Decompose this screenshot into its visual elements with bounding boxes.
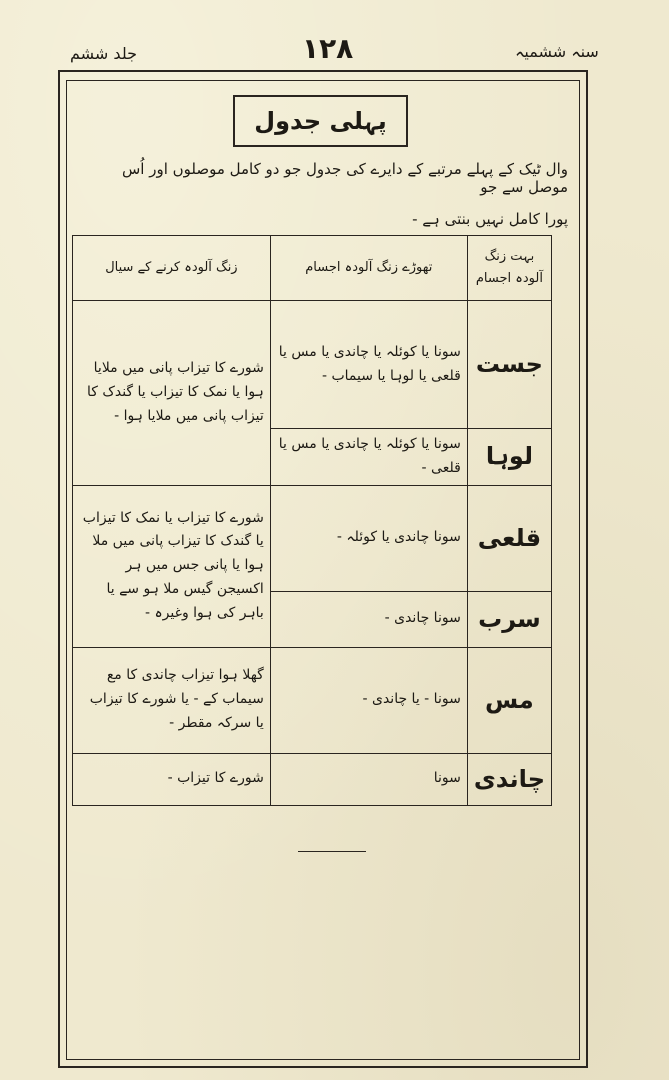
slightly-corroded-cell: سونا چاندی یا کوئلہ - (270, 485, 467, 591)
metal-name: قلعی (467, 485, 551, 591)
header-corroding-liquids: زنگ آلودہ کرنے کے سیال (73, 236, 271, 301)
table-row (73, 753, 552, 805)
corroding-liquid-cell: شورے کا تیزاب یا نمک کا تیزاب یا گندک کا تیزاب پانی میں ملا ہوا یا پانی جس میں ہر اکسیجن گیس ملا ہو سے یا باہر کی ہوا وغیرہ - (73, 485, 271, 647)
table-row (73, 647, 552, 753)
metal-name: جست (467, 301, 551, 429)
metal-name: سرب (467, 591, 551, 647)
metals-table (72, 235, 552, 806)
page-number: ۱۲۸ (302, 32, 354, 65)
corroding-liquid-cell: شورے کا تیزاب پانی میں ملایا ہوا یا نمک کا تیزاب یا گندک کا تیزاب پانی میں ملایا ہوا - (73, 301, 271, 486)
intro-line-1: وال ٹیک کے پہلے مرتبے کے دایرے کی جدول جو دو کامل موصلوں اور اُس موصل سے جو (121, 160, 568, 196)
table-row (73, 485, 552, 591)
metal-name: مس (467, 647, 551, 753)
slightly-corroded-cell: سونا (270, 753, 467, 805)
table-title: پہلی جدول (233, 95, 408, 147)
table-header-row (73, 236, 552, 301)
intro-line-2: پورا کامل نہیں بنتی ہے - (412, 210, 568, 228)
metal-name: لوہا (467, 429, 551, 486)
section-divider (298, 851, 366, 852)
header-very-corroded: بہت زنگ آلودہ اجسام (467, 236, 551, 301)
slightly-corroded-cell: سونا یا کوئلہ یا چاندی یا مس یا قلعی - (270, 429, 467, 486)
table-row (73, 301, 552, 429)
metal-name: چاندی (467, 753, 551, 805)
header-slightly-corroded: تھوڑے زنگ آلودہ اجسام (270, 236, 467, 301)
slightly-corroded-cell: سونا چاندی - (270, 591, 467, 647)
year-label: سنہ ششمیہ (515, 42, 599, 61)
corroding-liquid-cell: شورے کا تیزاب - (73, 753, 271, 805)
corroding-liquid-cell: گھلا ہوا تیزاب چاندی کا مع سیماب کے - یا شورے کا تیزاب یا سرکہ مقطر - (73, 647, 271, 753)
volume-label: جلد ششم (70, 44, 137, 63)
slightly-corroded-cell: سونا - یا چاندی - (270, 647, 467, 753)
slightly-corroded-cell: سونا یا کوئلہ یا چاندی یا مس یا قلعی یا لوہا یا سیماب - (270, 301, 467, 429)
